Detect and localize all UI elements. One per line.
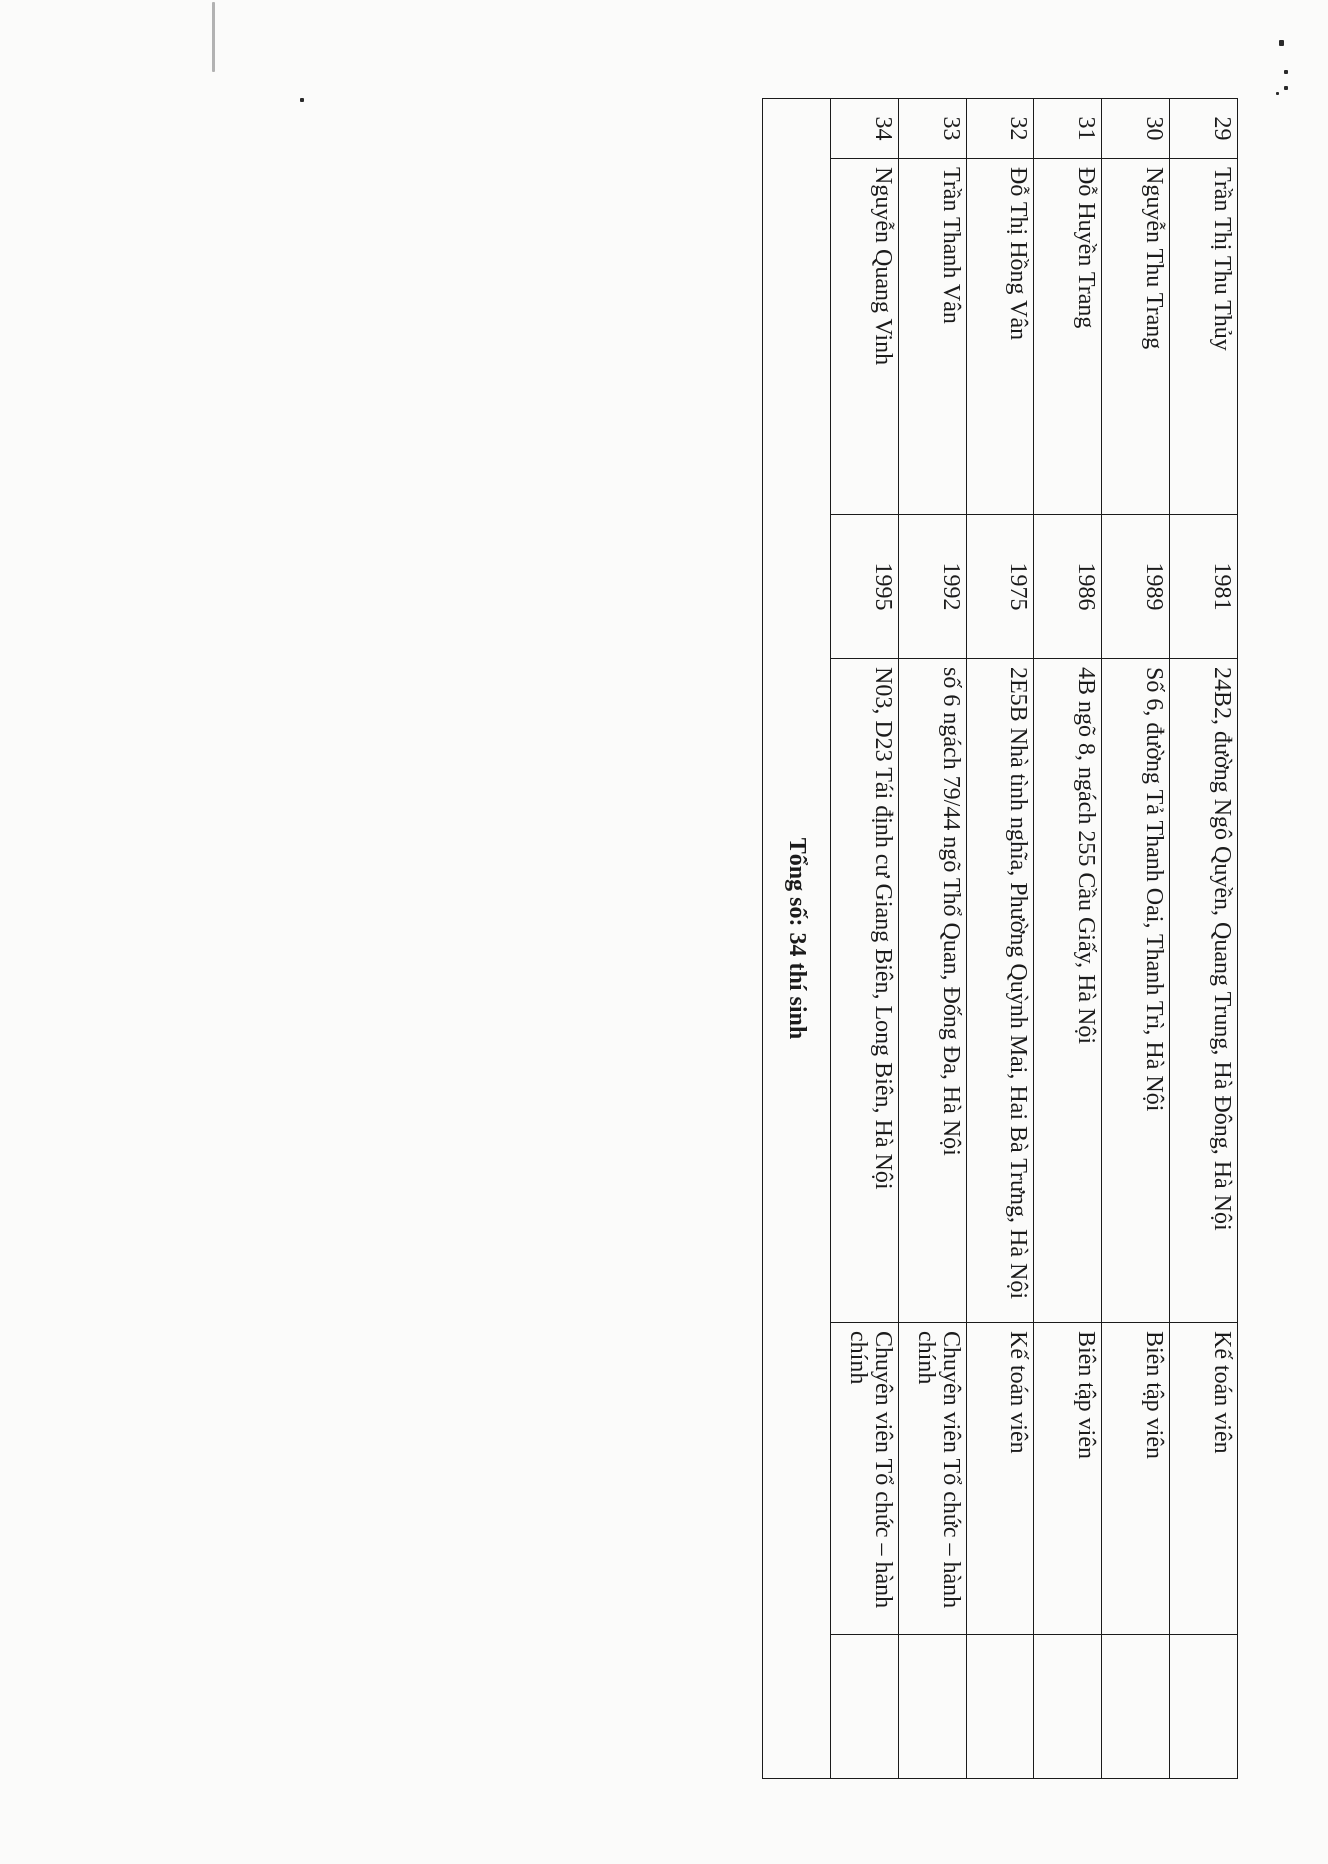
table-row — [966, 99, 1034, 1779]
candidate-name: Trần Thị Thu Thủy — [1170, 159, 1238, 515]
birth-year: 1992 — [898, 515, 966, 659]
address: 24B2, đường Ngô Quyền, Quang Trung, Hà Đông, Hà Nội — [1170, 659, 1238, 1323]
note-cell — [830, 1635, 898, 1779]
candidate-name: Nguyễn Quang Vinh — [830, 159, 898, 515]
candidate-name: Nguyễn Thu Trang — [1102, 159, 1170, 515]
candidate-table — [762, 98, 1238, 1779]
table-row — [898, 99, 966, 1779]
scan-speck — [1284, 70, 1288, 74]
address: Số 6, đường Tả Thanh Oai, Thanh Trì, Hà Nội — [1102, 659, 1170, 1323]
note-cell — [898, 1635, 966, 1779]
birth-year: 1995 — [830, 515, 898, 659]
position: Kế toán viên — [966, 1323, 1034, 1635]
birth-year: 1975 — [966, 515, 1034, 659]
row-number: 34 — [830, 99, 898, 159]
total-label: Tổng số: 34 thí sinh — [763, 99, 831, 1779]
table-row — [830, 99, 898, 1779]
rotated-table-container — [762, 98, 1238, 1778]
position: Kế toán viên — [1170, 1323, 1238, 1635]
note-cell — [1102, 1635, 1170, 1779]
position: Biên tập viên — [1034, 1323, 1102, 1635]
candidate-name: Đỗ Huyền Trang — [1034, 159, 1102, 515]
note-cell — [966, 1635, 1034, 1779]
position: Chuyên viên Tổ chức – hành chính — [898, 1323, 966, 1635]
note-cell — [1034, 1635, 1102, 1779]
row-number: 30 — [1102, 99, 1170, 159]
scan-speck — [1279, 40, 1284, 46]
row-number: 29 — [1170, 99, 1238, 159]
position: Chuyên viên Tổ chức – hành chính — [830, 1323, 898, 1635]
row-number: 33 — [898, 99, 966, 159]
birth-year: 1981 — [1170, 515, 1238, 659]
scan-speck — [300, 98, 304, 102]
candidate-name: Đỗ Thị Hồng Vân — [966, 159, 1034, 515]
row-number: 32 — [966, 99, 1034, 159]
note-cell — [1170, 1635, 1238, 1779]
address: 4B ngõ 8, ngách 255 Cầu Giấy, Hà Nội — [1034, 659, 1102, 1323]
scan-speck — [1276, 92, 1279, 95]
position: Biên tập viên — [1102, 1323, 1170, 1635]
scan-speck — [212, 2, 215, 72]
scan-speck — [1284, 86, 1288, 90]
birth-year: 1986 — [1034, 515, 1102, 659]
total-row — [763, 99, 831, 1779]
row-number: 31 — [1034, 99, 1102, 159]
address: 2E5B Nhà tình nghĩa, Phường Quỳnh Mai, Hai Bà Trưng, Hà Nội — [966, 659, 1034, 1323]
address: N03, D23 Tái định cư Giang Biên, Long Biên, Hà Nội — [830, 659, 898, 1323]
table-row — [1102, 99, 1170, 1779]
table-row — [1170, 99, 1238, 1779]
address: số 6 ngách 79/44 ngõ Thổ Quan, Đống Đa, Hà Nội — [898, 659, 966, 1323]
table-row — [1034, 99, 1102, 1779]
birth-year: 1989 — [1102, 515, 1170, 659]
candidate-name: Trần Thanh Vân — [898, 159, 966, 515]
